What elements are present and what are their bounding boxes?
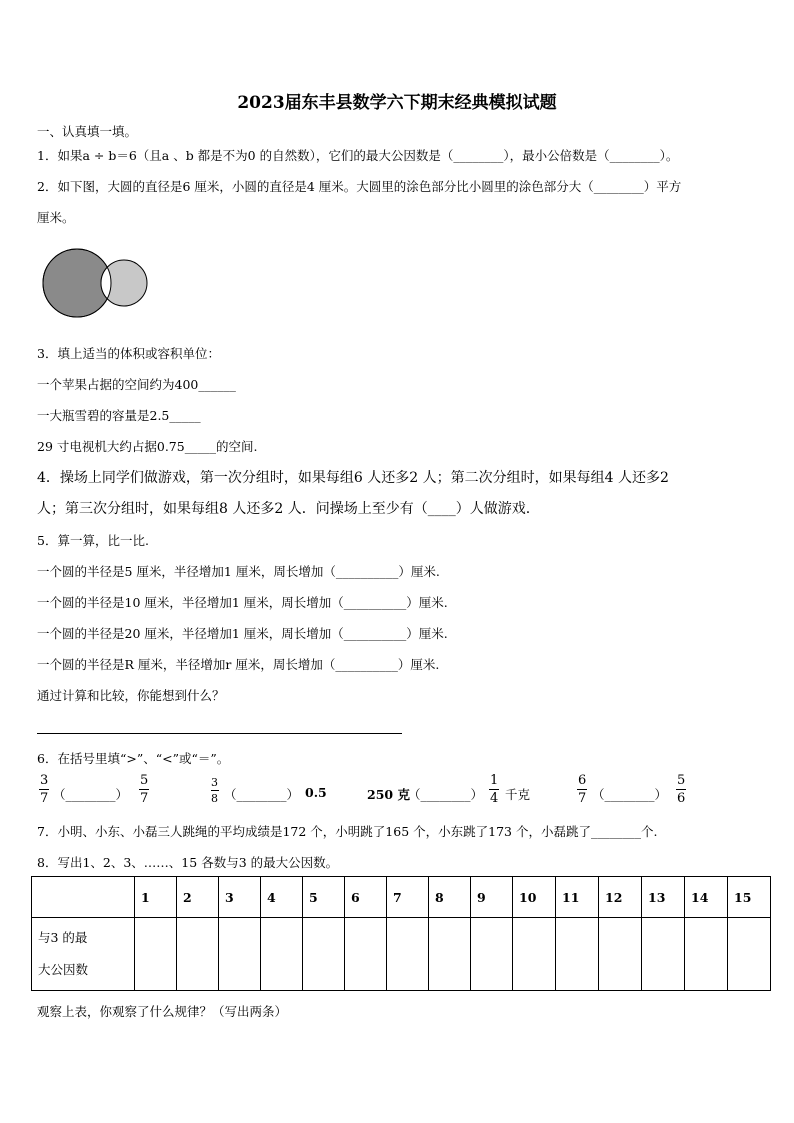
answer-cell[interactable] bbox=[345, 918, 387, 991]
table-cell-number: 9 bbox=[471, 877, 513, 918]
decimal-value: 0.5 bbox=[305, 785, 327, 800]
answer-cell[interactable] bbox=[728, 918, 771, 991]
question-5-line-1: 一个圆的半径是5 厘米，半径增加1 厘米，周长增加（__________）厘米. bbox=[37, 564, 440, 579]
page-title: 2023届东丰县数学六下期末经典模拟试题 bbox=[237, 93, 557, 113]
question-3-line-2: 一大瓶雪碧的容量是2.5_____ bbox=[37, 408, 201, 423]
table-answer-row bbox=[32, 918, 771, 991]
answer-cell[interactable] bbox=[303, 918, 345, 991]
table-header-row bbox=[32, 877, 771, 918]
fraction-3-8: 3 8 bbox=[211, 776, 218, 805]
question-3-line-1: 一个苹果占据的空间约为400______ bbox=[37, 377, 236, 392]
fraction-5-7: 5 7 bbox=[140, 773, 149, 806]
compare-blank-4[interactable]: （________） bbox=[592, 787, 668, 802]
question-5-line-4: 一个圆的半径是R 厘米，半径增加r 厘米，周长增加（__________）厘米. bbox=[37, 657, 440, 672]
table-cell-number: 1 bbox=[135, 877, 177, 918]
table-cell-number: 3 bbox=[219, 877, 261, 918]
gcd-table bbox=[31, 876, 771, 991]
answer-cell[interactable] bbox=[685, 918, 728, 991]
table-cell-number: 11 bbox=[556, 877, 599, 918]
row-label: 与3 的最 大公因数 bbox=[32, 918, 135, 991]
compare-blank-2[interactable]: （________） bbox=[224, 787, 300, 802]
table-cell-number: 7 bbox=[387, 877, 429, 918]
table-cell-number: 15 bbox=[728, 877, 771, 918]
table-cell-number: 6 bbox=[345, 877, 387, 918]
answer-cell[interactable] bbox=[556, 918, 599, 991]
question-4-line-2: 人；第三次分组时，如果每组8 人还多2 人．问操场上至少有（____）人做游戏. bbox=[37, 501, 531, 517]
question-8-heading: 8．写出1、2、3、……、15 各数与3 的最大公因数。 bbox=[37, 855, 339, 870]
question-1: 1．如果a ÷ b＝6（且a 、b 都是不为0 的自然数），它们的最大公因数是（________），最小公倍数是（________）。 bbox=[37, 148, 679, 163]
compare-blank-1[interactable]: （________） bbox=[53, 787, 129, 802]
table-cell-number: 10 bbox=[513, 877, 556, 918]
question-5-prompt: 通过计算和比较，你能想到什么？ bbox=[37, 688, 225, 703]
answer-cell[interactable] bbox=[642, 918, 685, 991]
section-heading: 一、认真填一填。 bbox=[37, 124, 138, 139]
table-cell-number: 13 bbox=[642, 877, 685, 918]
fraction-6-7: 6 7 bbox=[578, 773, 587, 806]
kilogram-unit: 千克 bbox=[505, 787, 531, 802]
answer-cell[interactable] bbox=[387, 918, 429, 991]
answer-cell[interactable] bbox=[599, 918, 642, 991]
question-5-line-3: 一个圆的半径是20 厘米，半径增加1 厘米，周长增加（__________）厘米. bbox=[37, 626, 448, 641]
question-5-line-2: 一个圆的半径是10 厘米，半径增加1 厘米，周长增加（__________）厘米. bbox=[37, 595, 448, 610]
table-cell-number: 14 bbox=[685, 877, 728, 918]
grams-value: 250 克 bbox=[367, 787, 410, 802]
answer-cell[interactable] bbox=[219, 918, 261, 991]
answer-cell[interactable] bbox=[177, 918, 219, 991]
fraction-5-6: 5 6 bbox=[677, 773, 686, 806]
table-cell-number: 8 bbox=[429, 877, 471, 918]
question-4-line-1: 4．操场上同学们做游戏，第一次分组时，如果每组6 人还多2 人；第二次分组时，如果每组4 人还多2 bbox=[37, 470, 669, 486]
question-6-heading: 6．在括号里填“>”、“<”或“＝”。 bbox=[37, 751, 230, 766]
question-3-heading: 3．填上适当的体积或容积单位： bbox=[37, 346, 220, 361]
circles-figure bbox=[40, 246, 154, 324]
answer-cell[interactable] bbox=[429, 918, 471, 991]
question-5-heading: 5．算一算，比一比. bbox=[37, 533, 149, 548]
table-cell-number: 12 bbox=[599, 877, 642, 918]
answer-cell[interactable] bbox=[261, 918, 303, 991]
fraction-1-4: 1 4 bbox=[490, 773, 499, 806]
table-cell-number: 5 bbox=[303, 877, 345, 918]
question-8-footer: 观察上表，你观察了什么规律？（写出两条） bbox=[37, 1004, 288, 1019]
question-3-line-3: 29 寸电视机大约占据0.75_____的空间. bbox=[37, 439, 258, 454]
question-2-line-1: 2．如下图，大圆的直径是6 厘米，小圆的直径是4 厘米。大圆里的涂色部分比小圆里的涂色部分大（________）平方 bbox=[37, 179, 682, 194]
question-2-line-2: 厘米。 bbox=[37, 210, 75, 225]
answer-cell[interactable] bbox=[471, 918, 513, 991]
question-7: 7．小明、小东、小磊三人跳绳的平均成绩是172 个，小明跳了165 个，小东跳了173 个，小磊跳了________个. bbox=[37, 824, 658, 839]
answer-cell[interactable] bbox=[135, 918, 177, 991]
answer-line bbox=[37, 733, 402, 734]
fraction-3-7: 3 7 bbox=[40, 773, 49, 806]
answer-cell[interactable] bbox=[513, 918, 556, 991]
table-cell-number: 4 bbox=[261, 877, 303, 918]
table-cell-number: 2 bbox=[177, 877, 219, 918]
compare-blank-3[interactable]: （________） bbox=[408, 787, 484, 802]
